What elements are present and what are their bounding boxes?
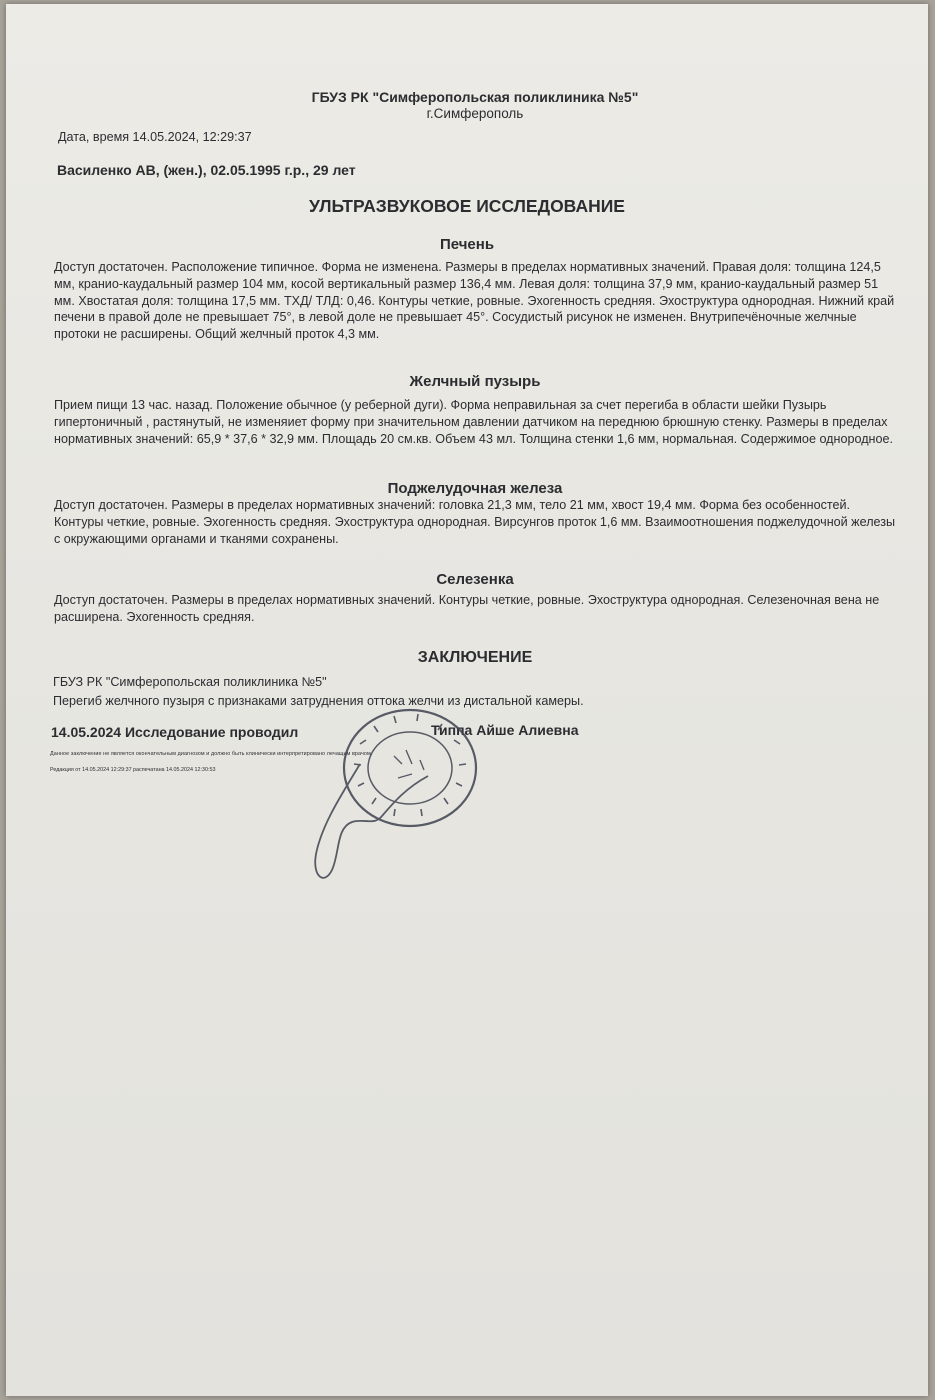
round-stamp-with-signature [302, 704, 522, 894]
handwritten-signature [315, 764, 428, 878]
section-text-spleen: Доступ достаточен. Размеры в пределах нормативных значений. Контуры четкие, ровные. Эхоструктура однородная. Селезеночная вена не расширена. Эхогенность средняя. [54, 593, 880, 624]
stamp-center-marks [394, 750, 424, 778]
conclusion-organization: ГБУЗ РК "Симферопольская поликлиника №5" [53, 675, 327, 689]
section-text-pancreas: Доступ достаточен. Размеры в пределах нормативных значений: головка 21,3 мм, тело 21 мм, хвост 19,4 мм. Форма без особенностей. Контуры четкие, ровные. Эхогенность средняя. Эхоструктура однородная. Вирсунгов проток 1,6 мм. Взаимоотношения поджелудочной железы с окружающими органами и тканями сохранены. [54, 498, 896, 546]
exam-datetime: Дата, время 14.05.2024, 12:29:37 [58, 130, 252, 144]
section-title-pancreas: Поджелудочная железа [387, 480, 563, 497]
conclusion-title: ЗАКЛЮЧЕНИЕ [417, 649, 533, 666]
stamp-inner-ring [368, 732, 452, 804]
conclusion-text: Перегиб желчного пузыря с признаками затруднения оттока желчи из дистальной камеры. [53, 694, 584, 708]
organization-name: ГБУЗ РК "Симферопольская поликлиника №5" [311, 89, 639, 105]
disclaimer-note: Данное заключение не является окончательным диагнозом и должно быть клинически интерпретировано лечащим врачом. [50, 751, 373, 757]
patient-info: Василенко АВ, (жен.), 02.05.1995 г.р., 29 лет [57, 162, 356, 178]
section-title-liver: Печень [439, 236, 495, 253]
organization-city: г.Симферополь [426, 106, 524, 121]
section-text-liver: Доступ достаточен. Расположение типичное. Форма не изменена. Размеры в пределах нормативных значений. Правая доля: толщина 124,5 мм, кранио-каудальный размер 104 мм, косой вертикальный размер 136,4 мм. Левая доля: толщина 37,9 мм, кранио-каудальный размер 51 мм. Хвостатая доля: толщина 17,5 мм. ТХД/ ТЛД: 0,46. Контуры четкие, ровные. Эхогенность средняя. Эхоструктура однородная. Нижний край печени в правой доле не превышает 75°, в левой доле не превышает 45°. Сосудистый рисунок не изменен. Внутрипечёночные желчные протоки не расширены. Общий желчный проток 4,3 мм. [54, 260, 895, 342]
stamp-outer-ring [344, 710, 476, 826]
section-title-gallbladder: Желчный пузырь [409, 373, 541, 390]
signature-date-role: 14.05.2024 Исследование проводил [51, 724, 299, 740]
edit-print-info: Редакция от 14.05.2024 12:29:37 распечатана 14.05.2024 12:30:53 [50, 767, 216, 773]
stamp-text-marks [354, 714, 466, 816]
section-text-gallbladder: Прием пищи 13 час. назад. Положение обычное (у реберной дуги). Форма неправильная за счет перегиба в области шейки Пузырь гипертоничный , растянутый, не изменяиет форму при значительном давлении датчиком на переднюю брюшную стенку. Размеры в пределах нормативных значений: 65,9 * 37,6 * 32,9 мм. Площадь 20 см.кв. Объем 43 мл. Толщина стенки 1,6 мм, нормальная. Содержимое однородное. [54, 398, 894, 446]
document-page [6, 4, 928, 1396]
document-title: УЛЬТРАЗВУКОВОЕ ИССЛЕДОВАНИЕ [309, 196, 625, 216]
section-title-spleen: Селезенка [436, 571, 514, 588]
doctor-name: Типпа Айше Алиевна [431, 722, 579, 738]
